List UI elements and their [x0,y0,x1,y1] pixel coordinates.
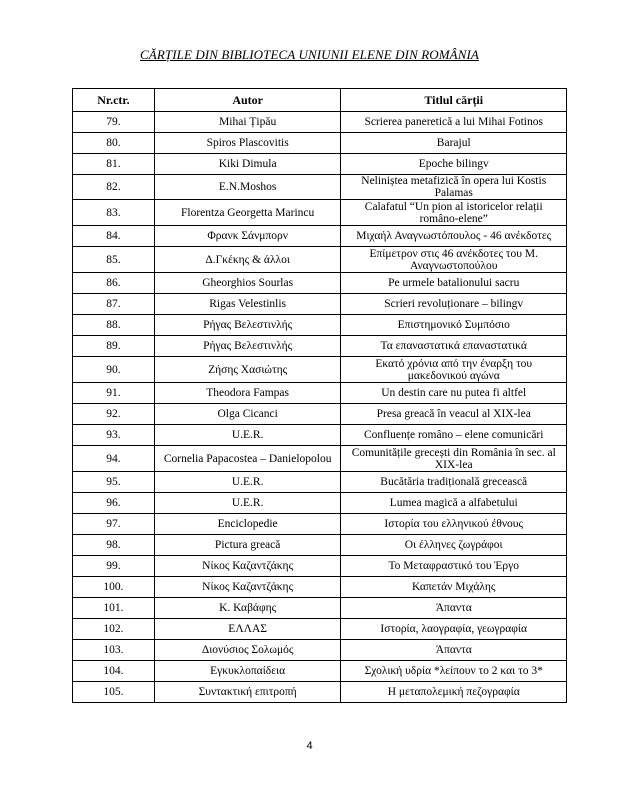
table-row [73,425,567,446]
cell-author: Rigas Velestinlis [154,294,341,315]
cell-title: Barajul [341,133,567,154]
cell-title: Pe urmele batalionului sacru [341,273,567,294]
cell-title: Άπαντα [341,598,567,619]
table-row [73,226,567,247]
cell-nr: 96. [73,493,155,514]
table-row [73,315,567,336]
cell-title: Lumea magică a alfabetului [341,493,567,514]
cell-nr: 87. [73,294,155,315]
cell-title: Τα επαναστατικά επαναστατικά [341,336,567,357]
books-table [72,88,567,703]
cell-author: Theodora Fampas [154,383,341,404]
cell-author: Νίκος Καζαντζάκης [154,556,341,577]
cell-author: Ρήγας Βελεστινλής [154,315,341,336]
cell-title: Μιχαήλ Αναγνωστόπουλος - 46 ανέκδοτες [341,226,567,247]
cell-title: Η μεταπολεμική πεζογραφία [341,682,567,703]
cell-nr: 89. [73,336,155,357]
table-row [73,619,567,640]
cell-author: Pictura greacă [154,535,341,556]
table-row [73,357,567,383]
table-row [73,200,567,226]
table-row [73,682,567,703]
table-header-row [73,89,567,112]
cell-author: ΕΛΛΑΣ [154,619,341,640]
cell-nr: 100. [73,577,155,598]
cell-author: Kiki Dimula [154,154,341,175]
table-row [73,472,567,493]
cell-author: U.E.R. [154,493,341,514]
cell-title: Καπετάν Μιχάλης [341,577,567,598]
cell-author: Spiros Plascovitis [154,133,341,154]
table-row [73,535,567,556]
cell-nr: 90. [73,357,155,383]
table-row [73,556,567,577]
cell-author: Mihai Țipău [154,112,341,133]
cell-author: Gheorghios Sourlas [154,273,341,294]
table-row [73,493,567,514]
table-row [73,514,567,535]
cell-nr: 91. [73,383,155,404]
cell-title: Scrierea paneretică a lui Mihai Fotinos [341,112,567,133]
cell-nr: 105. [73,682,155,703]
cell-nr: 93. [73,425,155,446]
cell-nr: 95. [73,472,155,493]
cell-nr: 80. [73,133,155,154]
cell-nr: 94. [73,446,155,472]
cell-author: U.E.R. [154,425,341,446]
table-row [73,112,567,133]
table-row [73,294,567,315]
table-row [73,133,567,154]
cell-author: E.N.Moshos [154,175,341,200]
cell-author: U.E.R. [154,472,341,493]
cell-title: Scrieri revoluționare – bilingv [341,294,567,315]
header-title: Titlul cărții [341,89,567,112]
cell-nr: 88. [73,315,155,336]
table-row [73,640,567,661]
table-row [73,175,567,200]
cell-title: Presa greacă în veacul al XIX-lea [341,404,567,425]
cell-nr: 101. [73,598,155,619]
table-row [73,383,567,404]
cell-title: Οι έλληνες ζωγράφοι [341,535,567,556]
cell-nr: 92. [73,404,155,425]
page-number: 4 [306,740,313,752]
cell-nr: 85. [73,247,155,273]
cell-author: Διονύσιος Σολωμός [154,640,341,661]
cell-title: Epoche bilingv [341,154,567,175]
cell-author: Κ. Καβάφης [154,598,341,619]
cell-author: Εγκυκλοπαίδεια [154,661,341,682]
cell-nr: 104. [73,661,155,682]
table-row [73,273,567,294]
cell-nr: 102. [73,619,155,640]
cell-nr: 84. [73,226,155,247]
cell-title: Un destin care nu putea fi altfel [341,383,567,404]
cell-title: Επιστημονικό Συμπόσιο [341,315,567,336]
table-row [73,336,567,357]
header-author: Autor [154,89,341,112]
table-row [73,154,567,175]
cell-nr: 82. [73,175,155,200]
cell-title: Neliniștea metafizică în opera lui Kostis Palamas [341,175,567,200]
cell-author: Cornelia Papacostea – Danielopolou [154,446,341,472]
cell-author: Olga Cicanci [154,404,341,425]
cell-title: Ιστορία του ελληνικού έθνους [341,514,567,535]
cell-author: Συντακτική επιτροπή [154,682,341,703]
cell-author: Δ.Γκέκης & άλλοι [154,247,341,273]
table-row [73,598,567,619]
cell-author: Ζήσης Χασιώτης [154,357,341,383]
cell-title: Σχολική υδρία *λείπουν το 2 και το 3* [341,661,567,682]
cell-author: Ρήγας Βελεστινλής [154,336,341,357]
cell-nr: 83. [73,200,155,226]
cell-title: Ιστορία, λαογραφία, γεωγραφία [341,619,567,640]
cell-nr: 79. [73,112,155,133]
cell-title: Confluențe româno – elene comunicări [341,425,567,446]
document-title: CĂRȚILE DIN BIBLIOTECA UNIUNII ELENE DIN ROMÂNIA [140,47,479,62]
table-row [73,661,567,682]
cell-author: Enciclopedie [154,514,341,535]
cell-title: Εκατό χρόνια από την έναρξη του μακεδονικού αγώνα [341,357,567,383]
cell-nr: 86. [73,273,155,294]
cell-title: Bucătăria tradițională grecească [341,472,567,493]
cell-nr: 81. [73,154,155,175]
table-row [73,404,567,425]
header-nr: Nr.ctr. [73,89,155,112]
cell-author: Florentza Georgetta Marincu [154,200,341,226]
cell-nr: 98. [73,535,155,556]
cell-nr: 99. [73,556,155,577]
cell-title: Άπαντα [341,640,567,661]
table-row [73,446,567,472]
cell-author: Νίκος Καζαντζάκης [154,577,341,598]
table-row [73,247,567,273]
cell-title: Επίμετρον στις 46 ανέκδοτες του Μ. Αναγνωστοπούλου [341,247,567,273]
cell-nr: 103. [73,640,155,661]
table-row [73,577,567,598]
cell-author: Φρανκ Σάνμπορν [154,226,341,247]
cell-title: Το Μεταφραστικό του Έργο [341,556,567,577]
cell-nr: 97. [73,514,155,535]
cell-title: Calafatul “Un pion al istoricelor relații româno-elene” [341,200,567,226]
cell-title: Comunitățile grecești din România în sec. al XIX-lea [341,446,567,472]
